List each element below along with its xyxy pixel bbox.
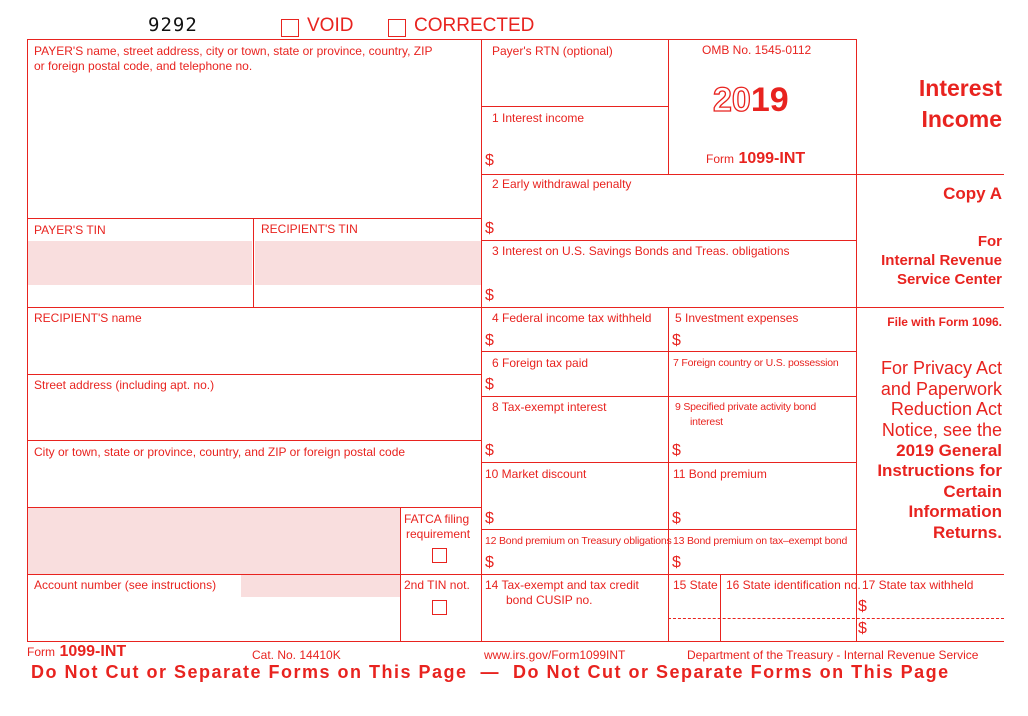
box13-label: 13 Bond premium on tax–exempt bond [673, 535, 848, 547]
box6-label: 6 Foreign tax paid [492, 356, 589, 370]
department-label: Department of the Treasury - Internal Revenue Service [687, 648, 979, 662]
box15-label: 15 State [673, 578, 718, 592]
box1-dollar: $ [485, 152, 494, 169]
payer-name-label: PAYER'S name, street address, city or town, state or province, country, ZIP [34, 44, 433, 58]
recipient-tin-shade [255, 241, 481, 285]
box8-label: 8 Tax-exempt interest [492, 400, 607, 414]
line-street-bottom [27, 440, 481, 441]
line-box6-bottom [481, 396, 856, 397]
line-name-bottom [27, 374, 481, 375]
line-rtn-bottom [481, 106, 668, 107]
void-label: VOID [307, 15, 354, 36]
sidebar-title-1: Interest [918, 75, 1002, 101]
top-border [27, 39, 856, 40]
recipient-name-label: RECIPIENT'S name [34, 311, 142, 325]
box14-label-2: bond CUSIP no. [506, 593, 593, 607]
box5-dollar: $ [672, 332, 681, 349]
box11-dollar: $ [672, 510, 681, 527]
copy-label: Copy A [943, 184, 1002, 203]
do-not-cut-warning: Do Not Cut or Separate Forms on This Page — Do Not Cut or Separate Forms on This Page [31, 662, 950, 682]
general-4: Information [908, 502, 1002, 521]
line-col5-left [668, 307, 669, 641]
line-tin-divider [253, 218, 254, 307]
irs-label-2: Service Center [896, 271, 1002, 288]
line-mid-left [481, 39, 482, 641]
box3-dollar: $ [485, 287, 494, 304]
payer-name-label-2: or foreign postal code, and telephone no. [34, 59, 253, 73]
box4-dollar: $ [485, 332, 494, 349]
box9-dollar: $ [672, 442, 681, 459]
irs-url: www.irs.gov/Form1099INT [484, 648, 626, 662]
footer-form-code: 1099-INT [59, 643, 127, 660]
year-prefix: 20 [713, 81, 751, 119]
account-number-label: Account number (see instructions) [34, 578, 217, 592]
line-rtn-right [668, 39, 669, 174]
cat-number: Cat. No. 14410K [252, 648, 341, 662]
box3-label: 3 Interest on U.S. Savings Bonds and Treas. obligations [492, 244, 790, 258]
line-account-top [27, 574, 1004, 575]
fatca-label-2: requirement [406, 527, 471, 541]
privacy-3: Reduction Act [890, 399, 1002, 419]
box11-label: 11 Bond premium [673, 467, 767, 481]
bottom-border [27, 641, 1004, 642]
general-1: 2019 General [896, 441, 1002, 460]
fatca-shade [28, 508, 400, 574]
box10-dollar: $ [485, 510, 494, 527]
footer-form-name [27, 643, 126, 661]
fatca-checkbox[interactable] [432, 548, 447, 563]
box9-label: 9 Specified private activity bond [675, 401, 817, 413]
corrected-checkbox[interactable] [388, 19, 406, 37]
year-suffix: 19 [750, 81, 789, 119]
box17-label: 17 State tax withheld [862, 578, 974, 592]
tax-year [713, 80, 789, 120]
box17-dollar-1: $ [858, 598, 867, 615]
void-checkbox[interactable] [281, 19, 299, 37]
omb-form-name [706, 150, 805, 168]
line-city-bottom [27, 507, 481, 508]
box10-label: 10 Market discount [485, 467, 587, 481]
street-address-label: Street address (including apt. no.) [34, 378, 215, 392]
box4-label: 4 Federal income tax withheld [492, 311, 652, 325]
file-with-label: File with Form 1096. [887, 315, 1002, 329]
left-border [27, 39, 28, 641]
box1-label: 1 Interest income [492, 111, 585, 125]
sidebar-title-2: Income [921, 106, 1002, 132]
box17-dollar-2: $ [858, 620, 867, 637]
line-payer-bottom [27, 218, 481, 219]
state-dashed-line [668, 618, 1004, 619]
line-box4-bottom [481, 351, 856, 352]
general-3: Certain [943, 482, 1002, 501]
recipient-tin-label: RECIPIENT'S TIN [261, 222, 358, 236]
form-code: 9292 [148, 14, 198, 36]
box6-dollar: $ [485, 376, 494, 393]
line-box8-bottom [481, 462, 856, 463]
box14-label: 14 Tax-exempt and tax credit [485, 578, 639, 592]
box12-dollar: $ [485, 554, 494, 571]
line-state-divider [720, 574, 721, 641]
omb-number: OMB No. 1545-0112 [702, 43, 812, 57]
second-tin-checkbox[interactable] [432, 600, 447, 615]
privacy-1: For Privacy Act [880, 358, 1002, 378]
box16-label: 16 State identification no. [726, 578, 861, 592]
payer-rtn-label: Payer's RTN (optional) [492, 44, 613, 58]
irs-label-1: Internal Revenue [881, 252, 1002, 269]
box2-label: 2 Early withdrawal penalty [492, 177, 632, 191]
footer-form-word: Form [27, 645, 55, 659]
box9-label-2: interest [690, 416, 723, 428]
box13-dollar: $ [672, 554, 681, 571]
general-5: Returns. [933, 523, 1002, 542]
line-box2-bottom [481, 240, 856, 241]
line-box3-bottom [481, 307, 1004, 308]
second-tin-label: 2nd TIN not. [404, 578, 470, 592]
line-tin-bottom [27, 307, 481, 308]
line-box1-bottom [481, 174, 1004, 175]
corrected-label: CORRECTED [414, 15, 535, 36]
fatca-label-1: FATCA filing [404, 512, 470, 526]
account-shade [241, 575, 400, 597]
omb-form-code: 1099-INT [738, 150, 806, 167]
box7-label: 7 Foreign country or U.S. possession [673, 357, 839, 369]
privacy-4: Notice, see the [881, 420, 1002, 440]
payer-tin-label: PAYER'S TIN [34, 223, 106, 237]
general-2: Instructions for [877, 461, 1002, 480]
for-label: For [977, 233, 1002, 250]
privacy-2: and Paperwork [880, 379, 1002, 399]
box5-label: 5 Investment expenses [675, 311, 799, 325]
box8-dollar: $ [485, 442, 494, 459]
omb-form-word: Form [706, 152, 734, 166]
payer-tin-shade [28, 241, 252, 285]
city-label: City or town, state or province, country, and ZIP or foreign postal code [34, 445, 406, 459]
box12-label: 12 Bond premium on Treasury obligations [485, 535, 672, 547]
box2-dollar: $ [485, 220, 494, 237]
line-box10-bottom [481, 529, 856, 530]
